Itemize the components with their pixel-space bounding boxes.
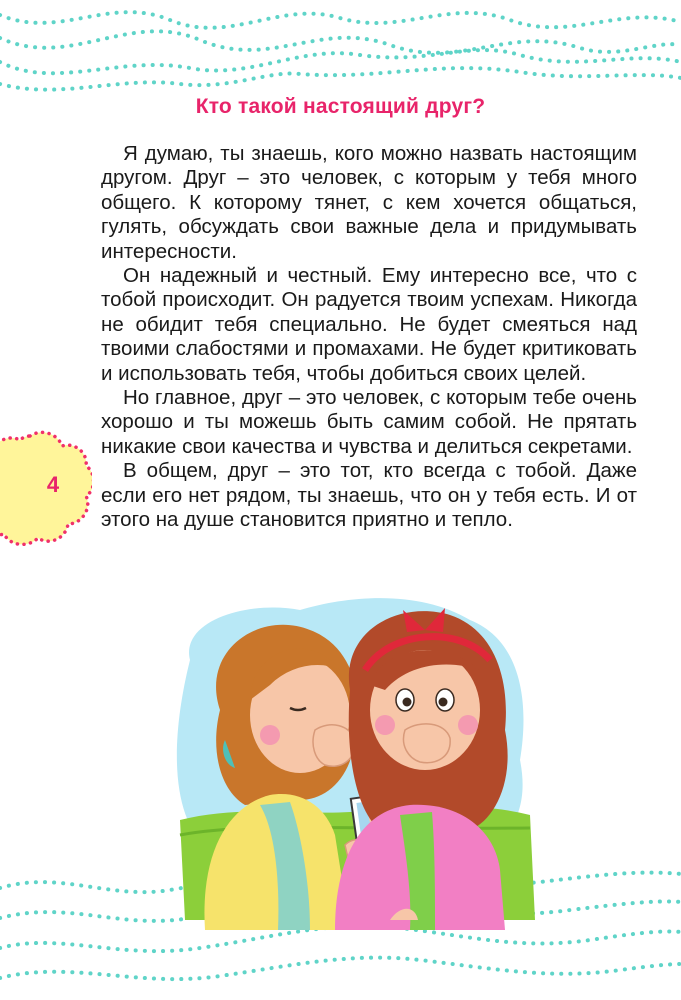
- paragraph-4: В общем, друг – это тот, кто всегда с тобой. Даже если его нет рядом, ты знаешь, что он у тебя есть. И от этого на душе становится приятно и тепло.: [101, 459, 637, 532]
- top-dotted-waves-decoration: [0, 0, 681, 110]
- body-text: [101, 142, 637, 533]
- two-girls-whispering-illustration: [150, 590, 540, 950]
- page-number: 4: [46, 472, 60, 497]
- paragraph-3: Но главное, друг – это человек, с которым тебе очень хорошо и ты можешь быть самим собой. Не прятать никакие свои качества и чувства и делиться секретами.: [101, 386, 637, 458]
- paragraph-2: Он надежный и честный. Ему интересно все, что с тобой происходит. Он радуется твоим успехам. Никогда не обидит тебя специально. Не будет смеяться над твоими слабостями и промахами. Не будет критиковать и использовать тебя, чтобы добиться своих целей.: [101, 264, 637, 385]
- page-title: Кто такой настоящий друг?: [195, 95, 486, 118]
- paragraph-1: Я думаю, ты знаешь, кого можно назвать настоящим другом. Друг – это человек, с которым у тебя много общего. К которому тянет, с кем хочется общаться, гулять, обсуждать свои важные дела и придумывать интересности.: [101, 142, 637, 263]
